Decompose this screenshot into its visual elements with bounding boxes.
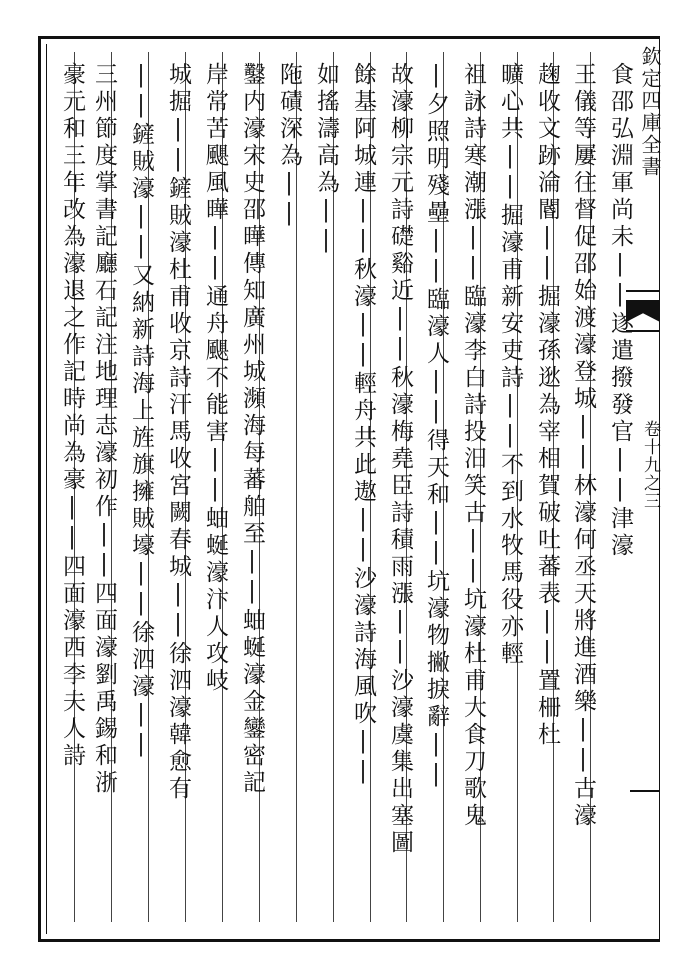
text-column: 岸常苦颶風曄||通舟颶不能害||蚰蜒濠汴人攻岐 <box>202 62 228 695</box>
text-column: ||鏟賊濠||又納新詩海上旌旗擁賊壕||徐泗濠|| <box>128 62 154 761</box>
volume-label: 卷十九之三 <box>640 420 660 510</box>
margin-bottom-rule <box>630 790 660 792</box>
text-column: 餘基阿城連||秋濠||輕舟共此遨||沙濠詩海風吹|| <box>350 62 376 788</box>
text-column: 三州節度掌書記廳石記注地理志濠初作||四面濠劉禹錫和浙 <box>91 62 117 797</box>
text-column: 祖詠詩寒潮漲||臨濠李白詩投汨笑古||坑濠杜甫大食刀歌鬼 <box>460 62 486 830</box>
text-column: 鑿内濠宋史邵曄傳知廣州城瀕海每蕃舶至||蚰蜒濠金鑾密記 <box>239 62 265 797</box>
text-column: |夕照明殘壘||臨濠人||得天和||坑濠物撇捩辭|| <box>423 62 449 791</box>
text-column: 食邵弘淵軍尚未||遂遣撥發官||津濠 <box>607 62 633 560</box>
book-title: 欽定四庫全書 <box>638 46 662 178</box>
text-column: 趜收文跡淪閽||掘濠孫逖為宰相賀破吐蕃表||置柵杜 <box>534 62 560 749</box>
inner-border-line <box>46 44 47 934</box>
text-column: 陁磧深為|| <box>276 62 302 230</box>
text-column: 故濠柳宗元詩礎谿近||秋濠梅堯臣詩積雨漲||沙濠虞集出塞圖 <box>387 62 413 857</box>
text-column: 王儀等屢往督促邵始渡濠登城||林濠何丞天將進酒樂||古濠 <box>570 62 596 830</box>
text-column: 城掘||鏟賊濠杜甫收京詩汗馬收宮闕春城||徐泗濠韓愈有 <box>165 62 191 803</box>
text-column: 曠心共||掘濠甫新安吏詩||不到水牧馬役亦輕 <box>497 62 523 668</box>
text-column: 豪元和三年改為濠退之作記時尚為豪||四面濠西李夫人詩 <box>59 62 85 770</box>
text-column: 如搖濤高為|| <box>313 62 339 257</box>
